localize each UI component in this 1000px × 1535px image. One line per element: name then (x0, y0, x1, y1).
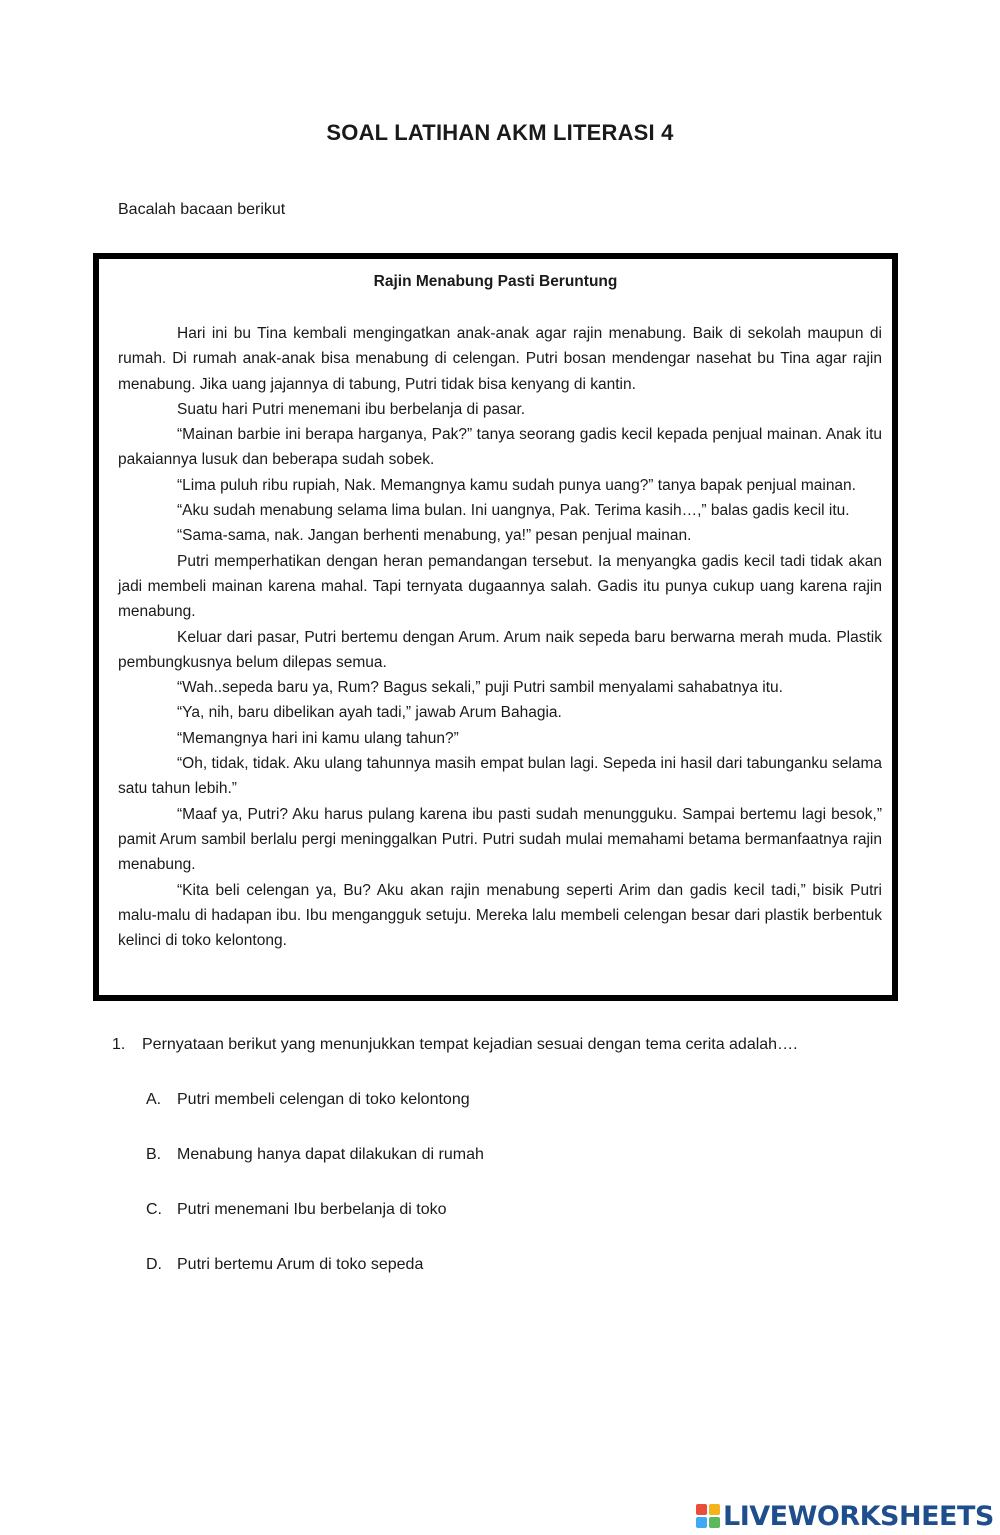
story-paragraph: “Lima puluh ribu rupiah, Nak. Memangnya kamu sudah punya uang?” tanya bapak penjual mainan. (177, 476, 856, 494)
page-title: SOAL LATIHAN AKM LITERASI 4 (326, 120, 674, 145)
logo-text: LIVEWORKSHEETS (723, 1500, 994, 1532)
logo-square (696, 1517, 707, 1528)
story-box (93, 253, 898, 1001)
logo-mark-icon (696, 1504, 720, 1528)
story-paragraph: “Maaf ya, Putri? Aku harus pulang karena ibu pasti sudah menungguku. Sampai bertemu lagi besok,” pamit Arum sambil berlalu pergi meninggalkan Putri. Putri sudah mulai memahami betama bermanfaatnya rajin menabung. (118, 805, 882, 874)
story-text (118, 321, 882, 953)
option-c[interactable] (146, 1201, 447, 1219)
story-paragraph: “Kita beli celengan ya, Bu? Aku akan rajin menabung seperti Arim dan gadis kecil tadi,” bisik Putri malu-malu di hadapan ibu. Ibu mengangguk setuju. Mereka lalu membeli celengan besar dari plastik berbentuk kelinci di toko kelontong. (118, 881, 882, 950)
option-b[interactable] (146, 1146, 484, 1164)
option-text: Putri menemani Ibu berbelanja di toko (177, 1201, 447, 1218)
story-paragraph: Suatu hari Putri menemani ibu berbelanja di pasar. (177, 400, 526, 418)
liveworksheets-logo (696, 1498, 994, 1534)
story-paragraph: “Mainan barbie ini berapa harganya, Pak?” tanya seorang gadis kecil kepada penjual mainan. Anak itu pakaiannya lusuk dan beberapa sudah sobek. (118, 426, 882, 469)
option-letter: D. (146, 1256, 162, 1273)
story-paragraph: “Memangnya hari ini kamu ulang tahun?” (177, 729, 459, 747)
reading-instruction: Bacalah bacaan berikut (118, 201, 286, 218)
option-letter: C. (146, 1201, 162, 1218)
story-paragraph: Putri memperhatikan dengan heran pemandangan tersebut. Ia menyangka gadis kecil tadi tidak akan jadi membeli mainan karena mahal. Tapi ternyata dugaannya salah. Gadis itu punya cukup uang karena rajin menabung. (118, 552, 882, 621)
question-text: Pernyataan berikut yang menunjukkan tempat kejadian sesuai dengan tema cerita adalah…. (142, 1036, 798, 1053)
option-text: Putri bertemu Arum di toko sepeda (177, 1256, 424, 1273)
question-number: 1. (112, 1036, 126, 1053)
story-paragraph: “Ya, nih, baru dibelikan ayah tadi,” jawab Arum Bahagia. (177, 704, 562, 722)
logo-square (709, 1504, 720, 1515)
question-1 (112, 1036, 798, 1054)
story-paragraph: Keluar dari pasar, Putri bertemu dengan Arum. Arum naik sepeda baru berwarna merah muda. Plastik pembungkusnya belum dilepas semua. (118, 628, 882, 671)
story-paragraph: “Sama-sama, nak. Jangan berhenti menabung, ya!” pesan penjual mainan. (177, 527, 692, 545)
logo-square (709, 1517, 720, 1528)
logo-square (696, 1504, 707, 1515)
option-letter: B. (146, 1146, 162, 1163)
story-paragraph: “Aku sudah menabung selama lima bulan. Ini uangnya, Pak. Terima kasih…,” balas gadis kecil itu. (177, 502, 850, 520)
option-a[interactable] (146, 1091, 470, 1109)
option-d[interactable] (146, 1256, 423, 1274)
option-text: Putri membeli celengan di toko kelontong (177, 1091, 470, 1108)
option-text: Menabung hanya dapat dilakukan di rumah (177, 1146, 484, 1163)
story-paragraph: Hari ini bu Tina kembali mengingatkan anak-anak agar rajin menabung. Baik di sekolah maupun di rumah. Di rumah anak-anak bisa menabung di celengan. Putri bosan mendengar nasehat bu Tina agar rajin menabung. Jika uang jajannya di tabung, Putri tidak bisa kenyang di kantin. (118, 325, 882, 393)
story-paragraph: “Wah..sepeda baru ya, Rum? Bagus sekali,” puji Putri sambil menyalami sahabatnya itu. (177, 679, 783, 697)
option-letter: A. (146, 1091, 162, 1108)
story-paragraph: “Oh, tidak, tidak. Aku ulang tahunnya masih empat bulan lagi. Sepeda ini hasil dari tabunganku selama satu tahun lebih.” (118, 755, 882, 798)
story-title: Rajin Menabung Pasti Beruntung (373, 273, 618, 290)
